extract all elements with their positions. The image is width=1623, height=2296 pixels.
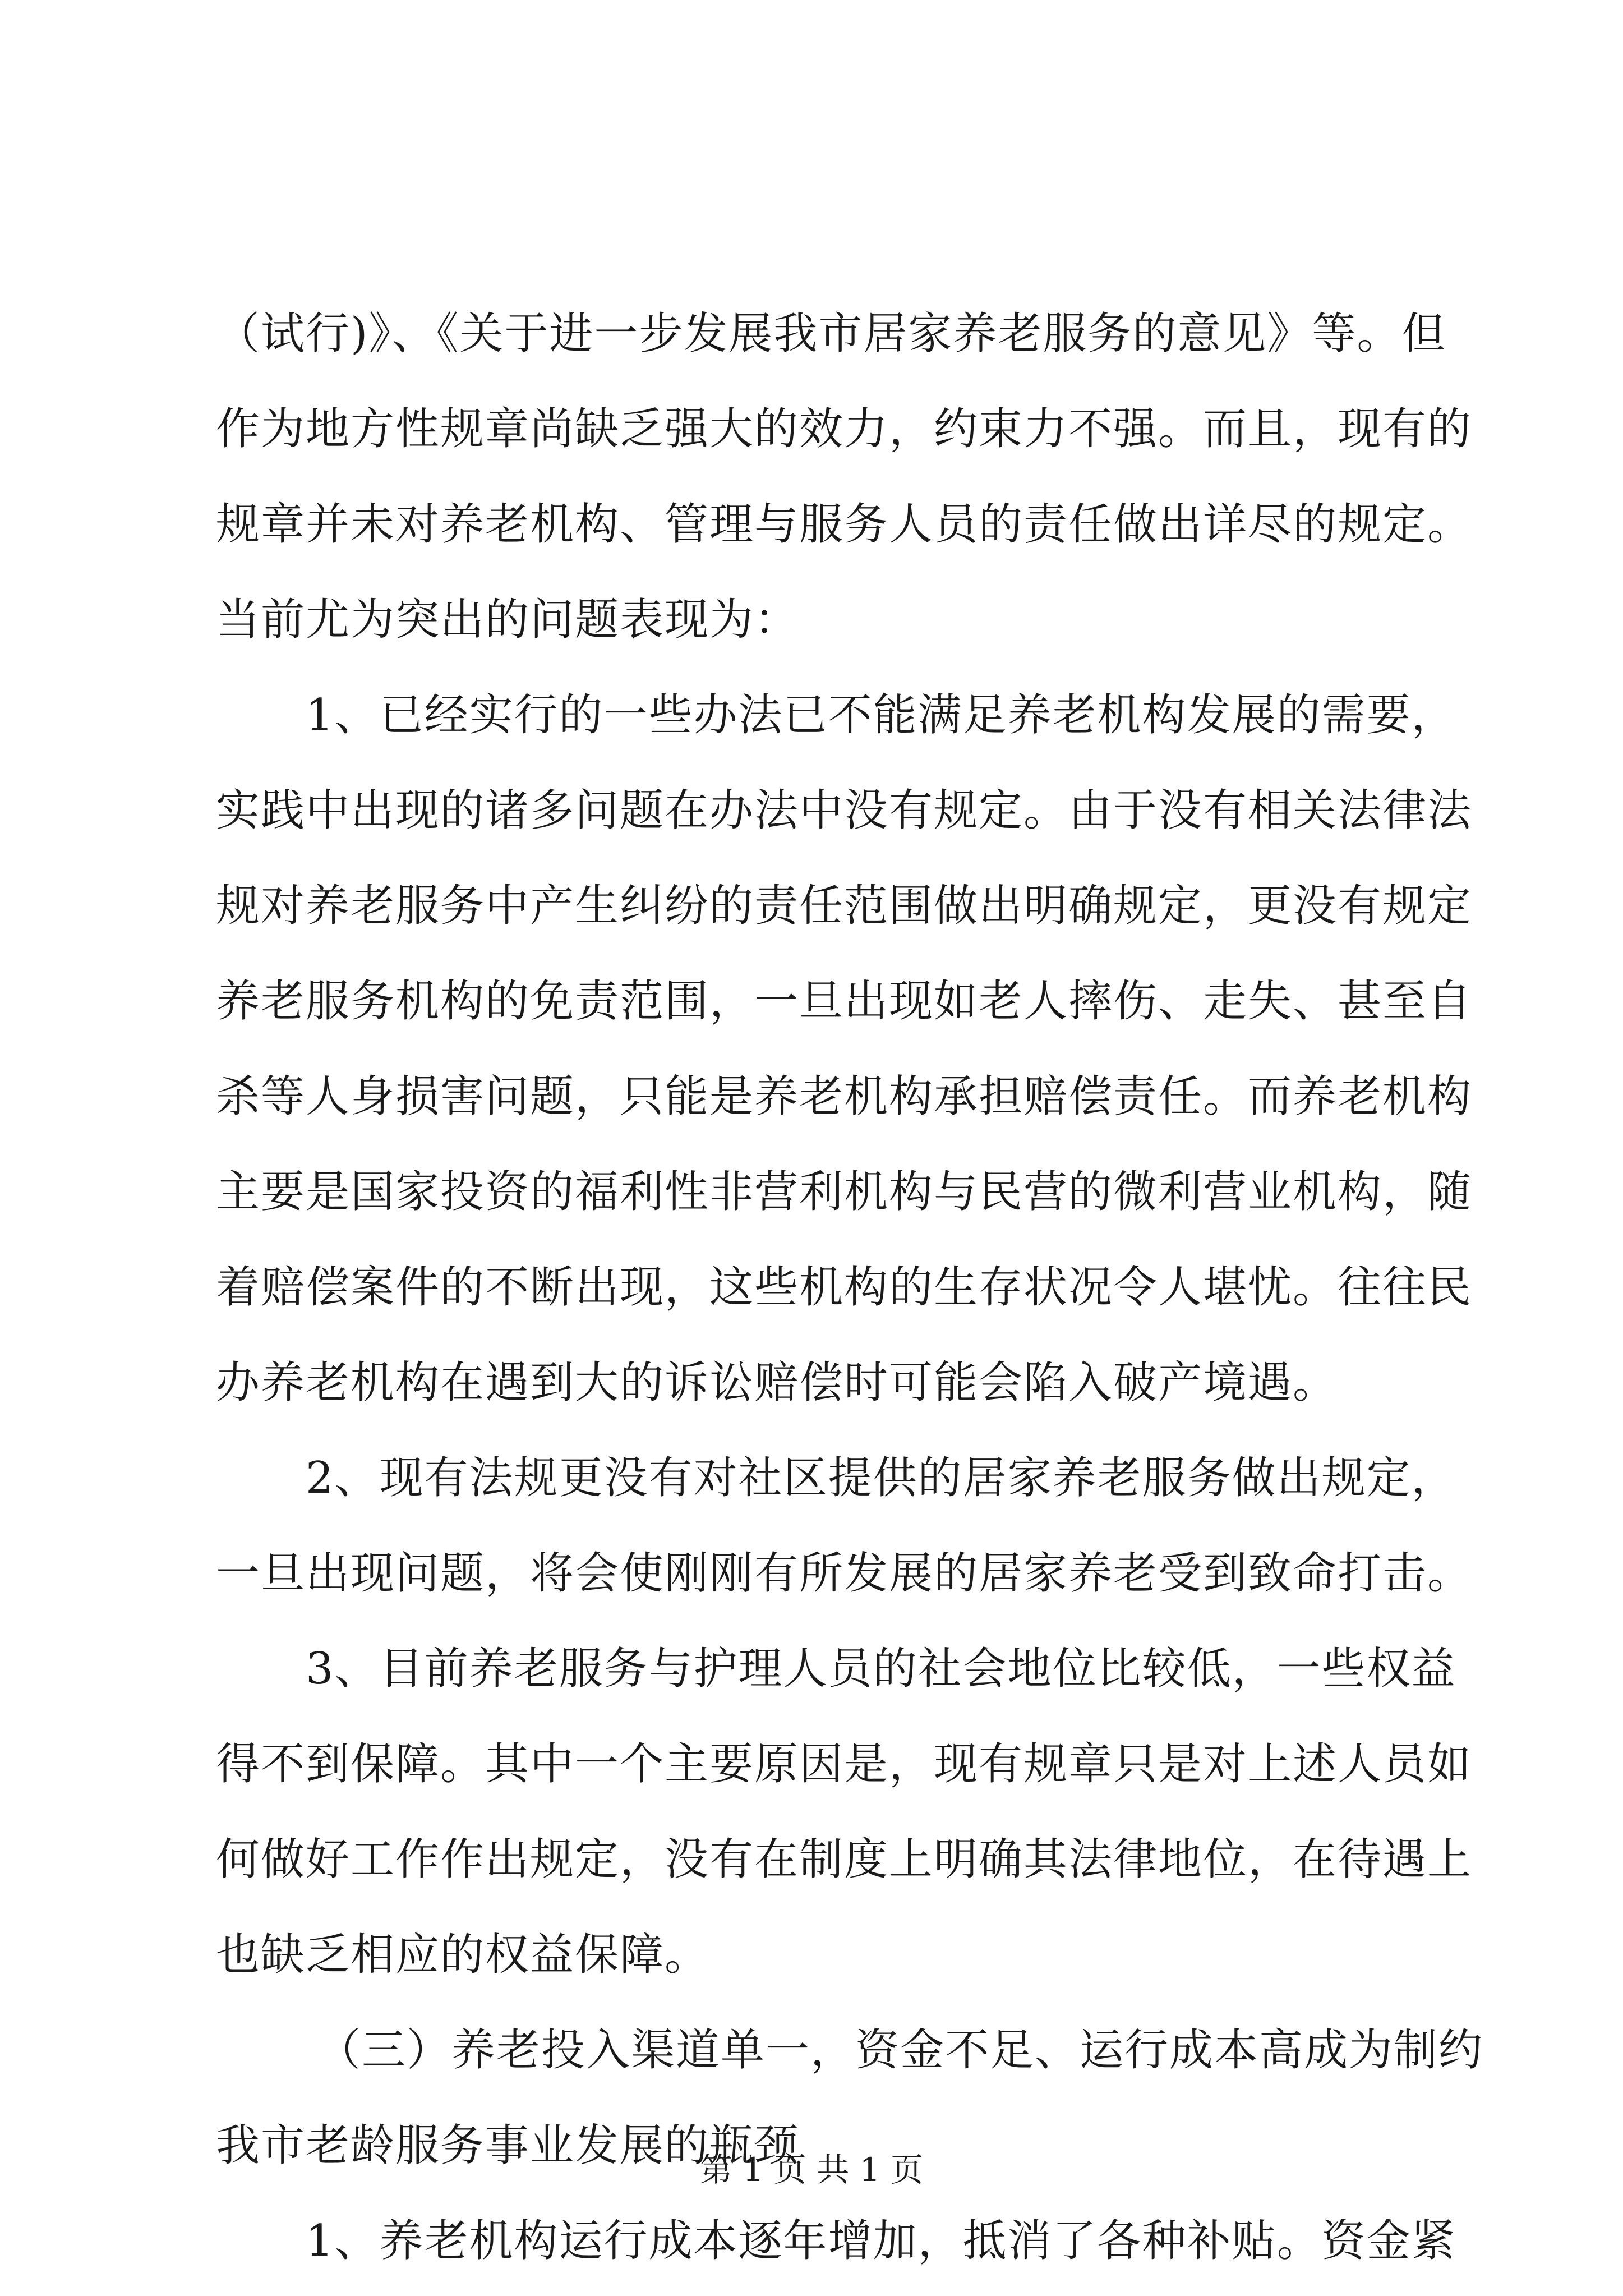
paragraph-line: 养老服务机构的免责范围，一旦出现如老人摔伤、走失、甚至自	[216, 976, 1473, 1027]
paragraph-line: （试行)》、《关于进一步发展我市居家养老服务的意见》等。但	[216, 309, 1447, 359]
page-footer: 第 1 页 共 1 页	[700, 2151, 923, 2189]
document-body	[216, 286, 1484, 2289]
paragraph-line: 着赔偿案件的不断出现，这些机构的生存状况令人堪忧。往往民	[216, 1262, 1473, 1313]
paragraph-line: 当前尤为突出的问题表现为：	[216, 595, 800, 645]
paragraph-line: 2、现有法规更没有对社区提供的居家养老服务做出规定，	[306, 1453, 1456, 1503]
paragraph-line: 规对养老服务中产生纠纷的责任范围做出明确规定，更没有规定	[216, 881, 1473, 931]
section-heading-line: （三）养老投入渠道单一，资金不足、运行成本高成为制约	[317, 2025, 1484, 2076]
paragraph-line: 主要是国家投资的福利性非营利机构与民营的微利营业机构，随	[216, 1167, 1473, 1217]
paragraph-line: 1、已经实行的一些办法已不能满足养老机构发展的需要，	[306, 690, 1456, 740]
paragraph-line: 实践中出现的诸多问题在办法中没有规定。由于没有相关法律法	[216, 785, 1473, 836]
paragraph-line: 作为地方性规章尚缺乏强大的效力，约束力不强。而且，现有的	[216, 404, 1473, 454]
paragraph-line: 规章并未对养老机构、管理与服务人员的责任做出详尽的规定。	[216, 499, 1473, 550]
paragraph-line: 3、目前养老服务与护理人员的社会地位比较低，一些权益	[306, 1644, 1456, 1694]
paragraph-line: 1、养老机构运行成本逐年增加，抵消了各种补贴。资金紧	[306, 2216, 1456, 2266]
paragraph-line: 办养老机构在遇到大的诉讼赔偿时可能会陷入破产境遇。	[216, 1358, 1338, 1408]
section-heading-line: 我市老龄服务事业发展的瓶颈	[216, 2120, 800, 2171]
paragraph-line: 杀等人身损害问题，只能是养老机构承担赔偿责任。而养老机构	[216, 1071, 1473, 1122]
paragraph-line: 何做好工作作出规定，没有在制度上明确其法律地位，在待遇上	[216, 1834, 1473, 1885]
paragraph-line: 一旦出现问题，将会使刚刚有所发展的居家养老受到致命打击。	[216, 1548, 1473, 1599]
paragraph-line: 也缺乏相应的权益保障。	[216, 1930, 710, 1980]
paragraph-line: 得不到保障。其中一个主要原因是，现有规章只是对上述人员如	[216, 1739, 1473, 1789]
